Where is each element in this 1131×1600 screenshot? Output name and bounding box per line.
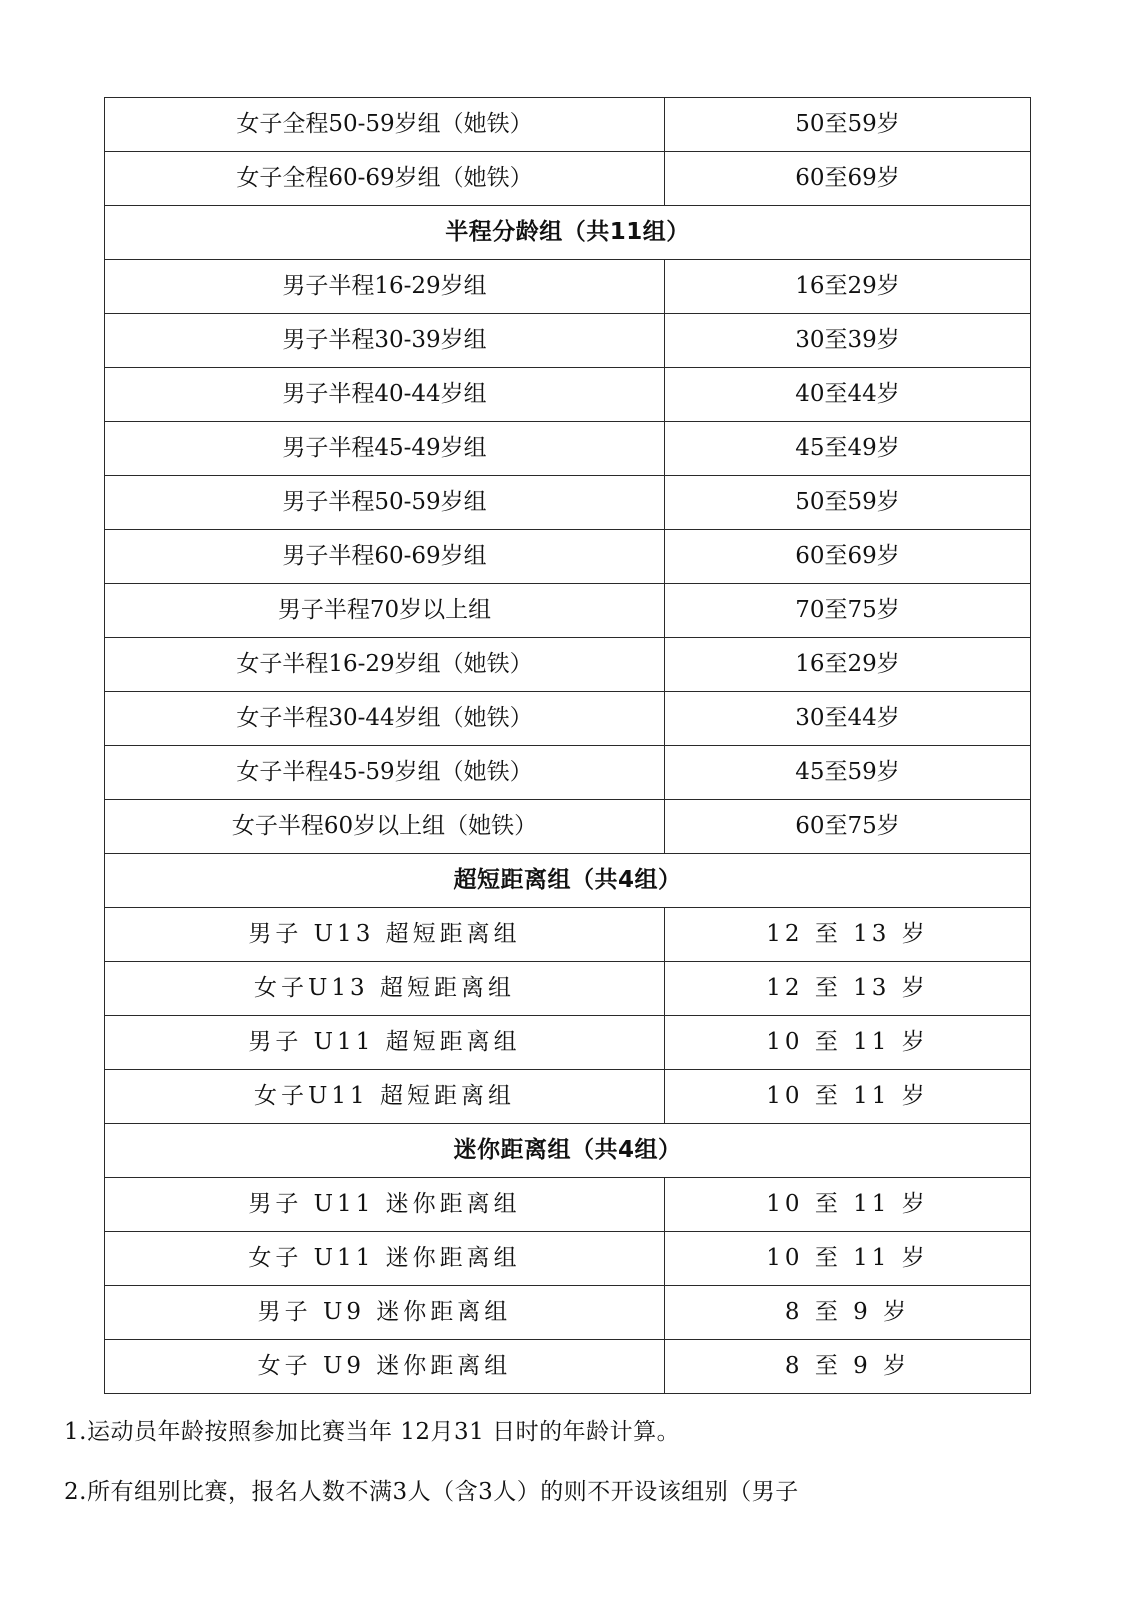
age-range-cell: 60至75岁 [665, 800, 1031, 854]
group-name-cell: 男子半程16-29岁组 [105, 260, 665, 314]
table-row [105, 1232, 1031, 1286]
group-name-cell: 男子 U11 超短距离组 [105, 1016, 665, 1070]
table-row [105, 800, 1031, 854]
age-range-cell: 50至59岁 [665, 476, 1031, 530]
age-range-cell: 70至75岁 [665, 584, 1031, 638]
note-minimum-entries: 2.所有组别比赛，报名人数不满3人（含3人）的则不开设该组别（男子 [64, 1479, 799, 1505]
section-header-title: 超短距离组（共4组） [105, 854, 1031, 908]
group-name-cell: 女子全程60-69岁组（她铁） [105, 152, 665, 206]
age-range-cell: 60至69岁 [665, 530, 1031, 584]
age-range-cell: 12 至 13 岁 [665, 962, 1031, 1016]
group-name-cell: 女子 U11 迷你距离组 [105, 1232, 665, 1286]
group-name-cell: 男子 U13 超短距离组 [105, 908, 665, 962]
group-name-cell: 女子半程30-44岁组（她铁） [105, 692, 665, 746]
table-row [105, 908, 1031, 962]
table-row [105, 530, 1031, 584]
table-row [105, 260, 1031, 314]
group-name-cell: 女子全程50-59岁组（她铁） [105, 98, 665, 152]
table-row [105, 962, 1031, 1016]
table-row [105, 476, 1031, 530]
group-name-cell: 女子半程16-29岁组（她铁） [105, 638, 665, 692]
table-row [105, 692, 1031, 746]
group-name-cell: 女子U11 超短距离组 [105, 1070, 665, 1124]
section-header-row [105, 206, 1031, 260]
age-group-table [104, 97, 1031, 1394]
table-row [105, 1016, 1031, 1070]
table-row [105, 1286, 1031, 1340]
group-name-cell: 男子半程45-49岁组 [105, 422, 665, 476]
group-name-cell: 男子 U9 迷你距离组 [105, 1286, 665, 1340]
group-name-cell: 女子半程45-59岁组（她铁） [105, 746, 665, 800]
age-range-cell: 50至59岁 [665, 98, 1031, 152]
group-name-cell: 男子半程30-39岁组 [105, 314, 665, 368]
group-name-cell: 男子半程60-69岁组 [105, 530, 665, 584]
age-range-cell: 45至49岁 [665, 422, 1031, 476]
age-range-cell: 10 至 11 岁 [665, 1016, 1031, 1070]
group-name-cell: 男子半程40-44岁组 [105, 368, 665, 422]
age-range-cell: 10 至 11 岁 [665, 1070, 1031, 1124]
section-header-title: 半程分龄组（共11组） [105, 206, 1031, 260]
age-range-cell: 8 至 9 岁 [665, 1340, 1031, 1394]
group-name-cell: 男子半程70岁以上组 [105, 584, 665, 638]
age-range-cell: 12 至 13 岁 [665, 908, 1031, 962]
note-age-calculation: 1.运动员年龄按照参加比赛当年 12月31 日时的年龄计算。 [64, 1419, 681, 1445]
age-range-cell: 60至69岁 [665, 152, 1031, 206]
table-row [105, 368, 1031, 422]
section-header-title: 迷你距离组（共4组） [105, 1124, 1031, 1178]
age-range-cell: 16至29岁 [665, 260, 1031, 314]
table-row [105, 422, 1031, 476]
age-group-table-body [105, 98, 1031, 1394]
table-row [105, 1070, 1031, 1124]
group-name-cell: 女子 U9 迷你距离组 [105, 1340, 665, 1394]
age-range-cell: 30至44岁 [665, 692, 1031, 746]
age-range-cell: 40至44岁 [665, 368, 1031, 422]
table-row [105, 746, 1031, 800]
age-range-cell: 10 至 11 岁 [665, 1232, 1031, 1286]
group-name-cell: 男子半程50-59岁组 [105, 476, 665, 530]
table-row [105, 638, 1031, 692]
age-range-cell: 30至39岁 [665, 314, 1031, 368]
table-row [105, 314, 1031, 368]
age-range-cell: 8 至 9 岁 [665, 1286, 1031, 1340]
table-row [105, 98, 1031, 152]
age-range-cell: 10 至 11 岁 [665, 1178, 1031, 1232]
table-row [105, 1340, 1031, 1394]
table-row [105, 584, 1031, 638]
group-name-cell: 女子U13 超短距离组 [105, 962, 665, 1016]
age-range-cell: 45至59岁 [665, 746, 1031, 800]
age-range-cell: 16至29岁 [665, 638, 1031, 692]
section-header-row [105, 1124, 1031, 1178]
table-row [105, 1178, 1031, 1232]
table-row [105, 152, 1031, 206]
group-name-cell: 男子 U11 迷你距离组 [105, 1178, 665, 1232]
group-name-cell: 女子半程60岁以上组（她铁） [105, 800, 665, 854]
section-header-row [105, 854, 1031, 908]
